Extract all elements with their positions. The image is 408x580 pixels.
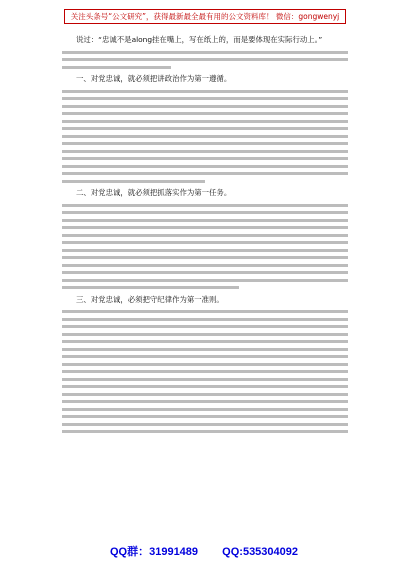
text-line-placeholder xyxy=(62,58,348,61)
text-line-placeholder xyxy=(62,51,348,54)
text-line-placeholder xyxy=(62,142,348,145)
text-line-placeholder xyxy=(62,318,348,321)
text-line-placeholder xyxy=(62,66,171,69)
text-line-placeholder xyxy=(62,408,348,411)
text-line-placeholder xyxy=(62,219,348,222)
text-line-placeholder xyxy=(62,385,348,388)
text-line-placeholder xyxy=(62,256,348,259)
text-line-placeholder xyxy=(62,135,348,138)
text-line-placeholder xyxy=(62,310,348,313)
text-line-placeholder xyxy=(62,249,348,252)
text-line-placeholder xyxy=(62,370,348,373)
text-line-placeholder xyxy=(62,165,348,168)
text-line-placeholder xyxy=(62,333,348,336)
text-line-placeholder xyxy=(62,279,348,282)
text-line-placeholder xyxy=(62,241,348,244)
text-line-placeholder xyxy=(62,415,348,418)
text-line-placeholder xyxy=(62,211,348,214)
text-line-placeholder xyxy=(62,393,348,396)
text-line-placeholder xyxy=(62,127,348,130)
text-line-placeholder xyxy=(62,363,348,366)
text-line-placeholder xyxy=(62,150,348,153)
footer-qq-number: QQ:535304092 xyxy=(222,546,299,558)
document-body xyxy=(62,34,348,438)
text-line-placeholder xyxy=(62,286,239,289)
text-line-placeholder xyxy=(62,180,205,183)
paragraph-text: 说过：“忠诚不是along挂在嘴上，写在纸上的，而是要体现在实际行动上。” xyxy=(76,35,323,44)
text-line-placeholder xyxy=(62,340,348,343)
text-line-placeholder xyxy=(62,90,348,93)
text-line-placeholder xyxy=(62,378,348,381)
text-line-placeholder xyxy=(62,97,348,100)
text-line-placeholder xyxy=(62,355,348,358)
text-line-placeholder xyxy=(62,204,348,207)
text-line-placeholder xyxy=(62,264,348,267)
paragraph xyxy=(62,34,348,69)
paragraph-text: 三、对党忠诚，必须把守纪律作为第一准则。 xyxy=(76,294,224,304)
text-line-placeholder xyxy=(62,423,348,426)
text-line-placeholder xyxy=(62,112,348,115)
paragraph xyxy=(62,187,348,289)
footer-qq-group: QQ群：31991489 xyxy=(109,546,199,558)
paragraph-text: 一、对党忠诚，就必须把讲政治作为第一遵循。 xyxy=(76,74,232,83)
text-line-placeholder xyxy=(62,120,348,123)
paragraph xyxy=(62,294,348,434)
text-line-placeholder xyxy=(62,157,348,160)
paragraph xyxy=(62,73,348,183)
text-line-placeholder xyxy=(62,226,348,229)
header-banner: 关注头条号“公文研究”，获得最新最全最有用的公文资料库！ 微信：gongwenyj xyxy=(64,9,346,24)
text-line-placeholder xyxy=(62,105,348,108)
text-line-placeholder xyxy=(62,234,348,237)
footer xyxy=(0,543,408,559)
text-line-placeholder xyxy=(62,271,348,274)
text-line-placeholder xyxy=(62,400,348,403)
text-line-placeholder xyxy=(62,172,348,175)
text-line-placeholder xyxy=(62,430,348,433)
text-line-placeholder xyxy=(62,348,348,351)
paragraph-text: 二、对党忠诚，就必须把抓落实作为第一任务。 xyxy=(76,188,232,197)
text-line-placeholder xyxy=(62,325,348,328)
